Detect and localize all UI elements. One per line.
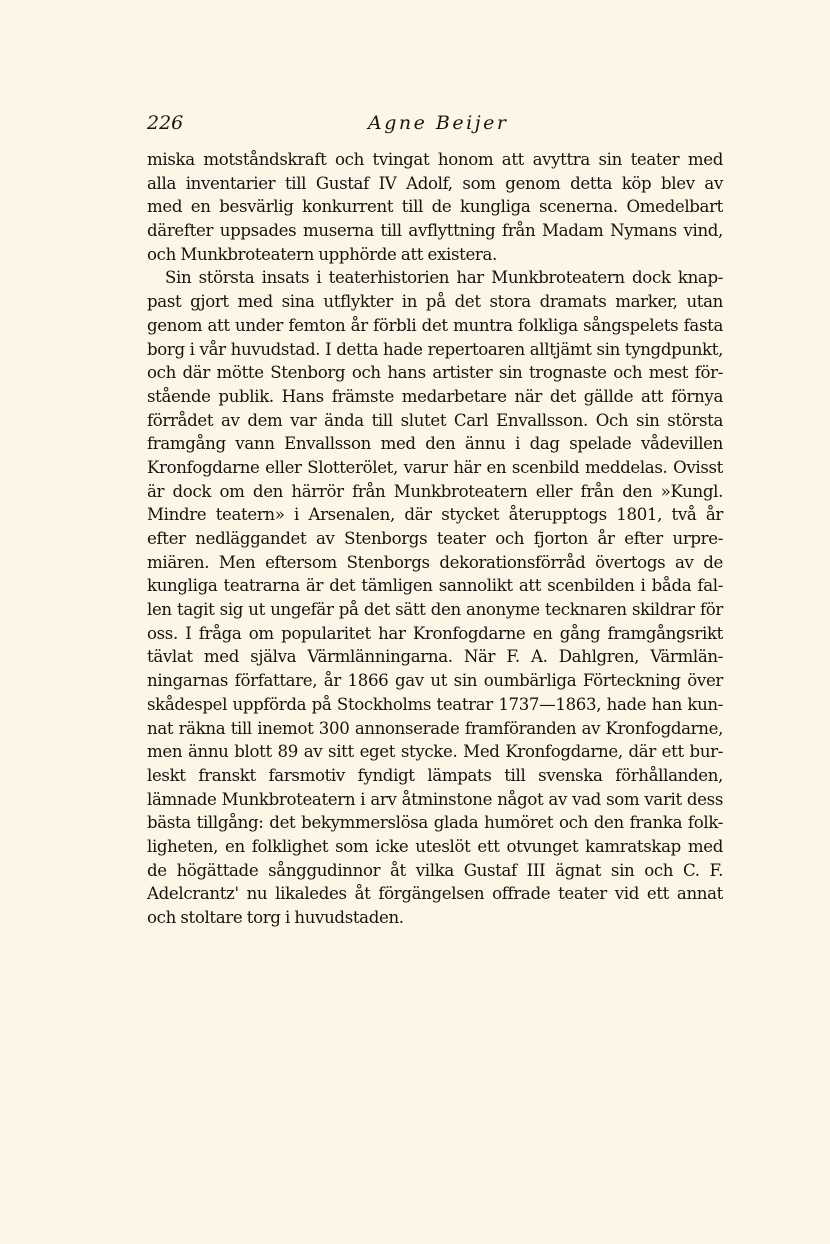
running-head <box>147 112 723 140</box>
text-line: Kronfogdarne eller Slotterölet, varur här en scenbild meddelas. Ovisst <box>147 457 723 477</box>
text-line: oss. I fråga om popularitet har Kronfogdarne en gång framgångsrikt <box>147 623 723 643</box>
text-line: stående publik. Hans främste medarbetare när det gällde att förnya <box>147 386 723 406</box>
text-line: därefter uppsades muserna till avflyttning från Madam Nymans vind, <box>147 221 723 241</box>
text-line: med en besvärlig konkurrent till de kungliga scenerna. Omedelbart <box>147 197 723 217</box>
text-line: genom att under femton år förbli det muntra folkliga sångspelets fasta <box>147 315 723 335</box>
text-line: och där mötte Stenborg och hans artister sin trognaste och mest för- <box>147 363 723 383</box>
page-number: 226 <box>147 112 184 134</box>
paragraph <box>147 148 723 266</box>
body-text <box>147 148 723 930</box>
text-line: past gjort med sina utflykter in på det stora dramats marker, utan <box>147 292 723 312</box>
text-line: är dock om den härrör från Munkbroteatern eller från den »Kungl. <box>147 481 723 501</box>
text-line: efter nedläggandet av Stenborgs teater och fjorton år efter urpre- <box>147 529 723 548</box>
text-line: och stoltare torg i huvudstaden. <box>147 908 404 927</box>
text-line: de högättade sånggudinnor åt vilka Gustaf III ägnat sin och C. F. <box>147 860 723 880</box>
text-line: framgång vann Envallsson med den ännu i dag spelade vådevillen <box>147 434 723 454</box>
text-line: bästa tillgång: det bekymmerslösa glada humöret och den franka folk- <box>147 813 723 833</box>
text-line: skådespel uppförda på Stockholms teatrar 1737—1863, hade han kun- <box>147 694 723 714</box>
running-head-author: Agne Beijer <box>368 112 509 134</box>
text-line: Mindre teatern» i Arsenalen, där stycket återupptogs 1801, två år <box>147 505 723 525</box>
text-line: leskt franskt farsmotiv fyndigt lämpats till svenska förhållanden, <box>147 765 723 785</box>
text-line: tävlat med själva Värmlänningarna. När F. A. Dahlgren, Värmlän- <box>147 647 723 667</box>
text-line: förrådet av dem var ända till slutet Carl Envallsson. Och sin största <box>147 410 723 430</box>
text-line: miären. Men eftersom Stenborgs dekorationsförråd övertogs av de <box>147 552 723 572</box>
text-line: alla inventarier till Gustaf IV Adolf, som genom detta köp blev av <box>147 173 723 193</box>
text-line: miska motståndskraft och tvingat honom att avyttra sin teater med <box>147 150 723 169</box>
paragraph <box>147 266 723 929</box>
text-line: kungliga teatrarna är det tämligen sannolikt att scenbilden i båda fal- <box>147 576 723 596</box>
text-line: Adelcrantz' nu likaledes åt förgängelsen offrade teater vid ett annat <box>147 884 723 904</box>
text-line: och Munkbroteatern upphörde att existera. <box>147 244 497 264</box>
text-line: men ännu blott 89 av sitt eget stycke. Med Kronfogdarne, där ett bur- <box>147 742 723 762</box>
text-line: borg i vår huvudstad. I detta hade repertoaren alltjämt sin tyngdpunkt, <box>147 339 723 359</box>
text-line: Sin största insats i teaterhistorien har Munkbroteatern dock knap- <box>165 268 723 288</box>
text-line: ningarnas författare, år 1866 gav ut sin oumbärliga Förteckning över <box>147 671 723 691</box>
text-line: len tagit sig ut ungefär på det sätt den anonyme tecknaren skildrar för <box>147 600 723 620</box>
text-line: nat räkna till inemot 300 annonserade framföranden av Kronfogdarne, <box>147 718 723 738</box>
text-line: lämnade Munkbroteatern i arv åtminstone något av vad som varit dess <box>147 789 723 809</box>
text-line: ligheten, en folklighet som icke uteslöt ett otvunget kamratskap med <box>147 836 723 856</box>
